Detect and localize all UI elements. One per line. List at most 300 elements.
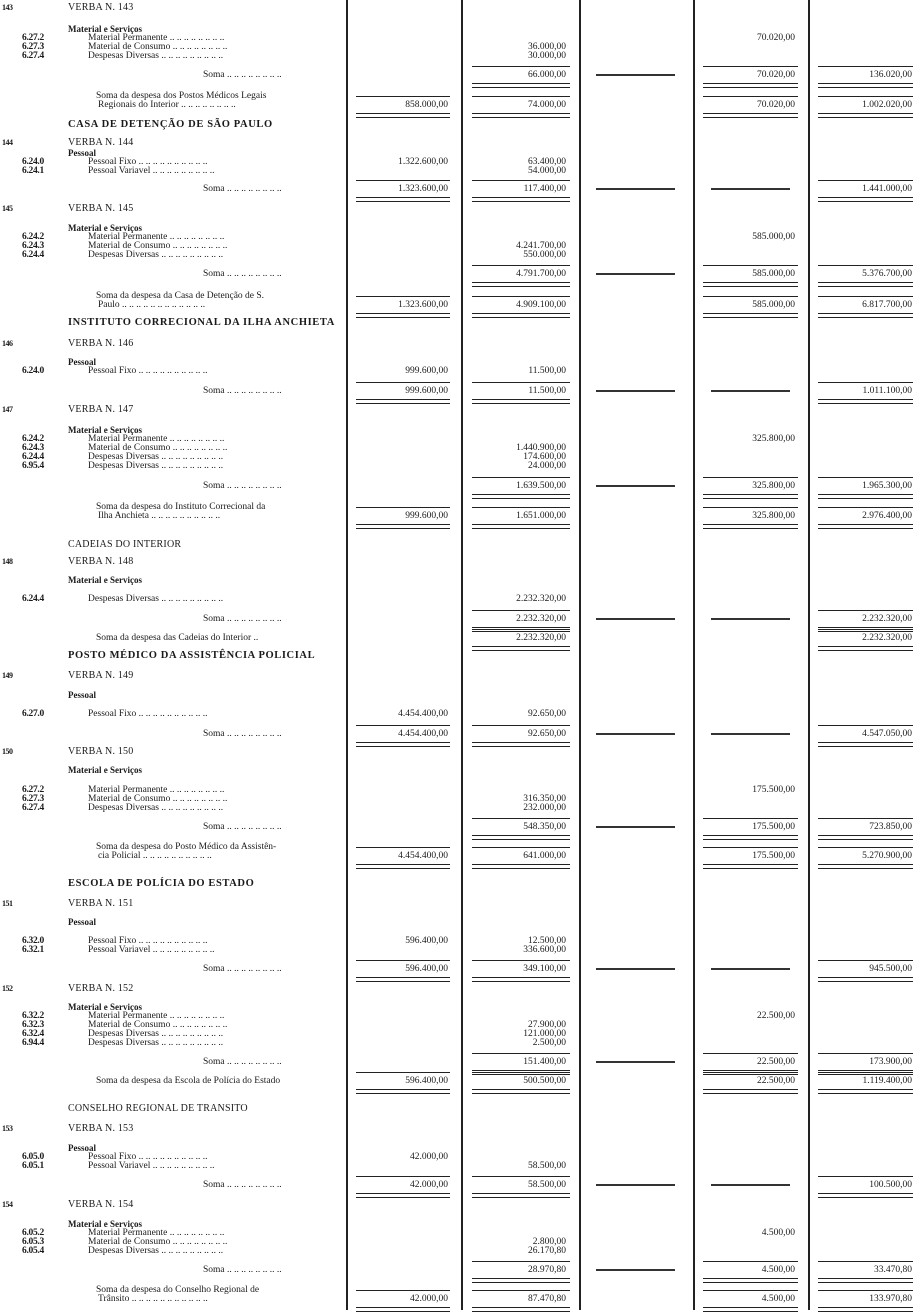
verba-number: 154 [2,1200,13,1209]
verba-heading: CONSELHO REGIONAL DE TRANSITO [68,1103,248,1114]
verba-number: 152 [2,984,13,993]
underline-rule [818,265,913,266]
table-row [0,1244,915,1258]
amount-col-4: 175.500,00 [752,851,795,861]
underline-rule [472,629,570,630]
verba-heading: VERBA N. 147 [68,404,134,415]
account-code: 6.27.2 [22,785,44,795]
double-rule [703,1089,798,1094]
subheading: Material e Serviços [68,223,142,233]
amount-col-2: 121.000,00 [523,1029,566,1039]
amount-col-1: 999.600,00 [405,366,448,376]
subheading: Pessoal [68,357,96,367]
table-row [0,202,915,216]
item-label: Material de Consumo .. .. .. .. .. .. .. .. [88,42,228,52]
double-rule [703,282,798,287]
amount-col-2: 1.651.000,00 [516,511,566,521]
amount-col-4: 4.500,00 [761,1294,795,1304]
account-code: 6.05.4 [22,1246,44,1256]
underline-rule [472,725,570,726]
subheading: Material e Serviços [68,765,142,775]
table-row [0,982,915,996]
amount-col-5: 100.500,00 [869,1180,912,1190]
soma-label: Soma .. .. .. .. .. .. .. .. [203,1265,282,1275]
verba-number: 146 [2,339,13,348]
subheading: Material e Serviços [68,1002,142,1012]
dash-mark [596,618,675,620]
verba-heading: VERBA N. 154 [68,1199,134,1210]
underline-rule [472,296,570,297]
amount-col-5: 1.002.020,00 [862,100,912,110]
total-label: Soma da despesa das Cadeias do Interior .. [96,633,259,643]
item-label-continued: Ilha Anchieta .. .. .. .. .. .. .. .. .. .. [98,511,221,521]
account-code: 6.24.1 [22,166,44,176]
item-label: Despesas Diversas .. .. .. .. .. .. .. .. .. [88,1246,224,1256]
underline-rule [356,1176,450,1177]
underline-rule [703,1261,798,1262]
underline-rule [703,96,798,97]
table-row [0,118,915,132]
table-row [0,164,915,178]
amount-col-2: 316.350,00 [523,794,566,804]
double-rule [818,864,913,869]
subheading: Pessoal [68,690,96,700]
table-row [0,763,915,777]
amount-col-2: 74.000,00 [528,100,566,110]
section-heading: POSTO MÉDICO DA ASSISTÊNCIA POLICIAL [68,650,316,661]
item-label: Pessoal Fixo .. .. .. .. .. .. .. .. .. .. [88,936,208,946]
amount-col-2: 2.232.320,00 [516,594,566,604]
amount-col-4: 70.020,00 [757,70,795,80]
amount-col-1: 4.454.400,00 [398,851,448,861]
account-code: 6.27.3 [22,42,44,52]
underline-rule [818,629,913,630]
amount-col-4: 325.800,00 [752,511,795,521]
account-code: 6.24.0 [22,366,44,376]
table-row [0,509,915,523]
section-heading: ESCOLA DE POLÍCIA DO ESTADO [68,878,255,889]
account-code: 6.24.2 [22,434,44,444]
underline-rule [356,1290,450,1291]
item-label: Material de Consumo .. .. .. .. .. .. .. .. [88,1237,228,1247]
item-label: Pessoal Fixo .. .. .. .. .. .. .. .. .. .. [88,709,208,719]
table-row [0,1,915,15]
amount-col-4: 22.500,00 [757,1076,795,1086]
underline-rule [472,847,570,848]
table-row [0,538,915,552]
item-label: Material Permanente .. .. .. .. .. .. .. .. [88,1011,225,1021]
table-row [0,1074,915,1088]
account-code: 6.05.0 [22,1152,44,1162]
amount-col-2: 4.909.100,00 [516,300,566,310]
item-label: Material Permanente .. .. .. .. .. .. .. .. [88,1228,225,1238]
dash-mark [596,390,675,392]
amount-col-5: 2.232.320,00 [862,614,912,624]
amount-col-5: 5.270.900,00 [862,851,912,861]
subheading: Material e Serviços [68,425,142,435]
amount-col-2: 349.100,00 [523,964,566,974]
table-row [0,1055,915,1069]
amount-col-1: 596.400,00 [405,964,448,974]
amount-col-1: 999.600,00 [405,511,448,521]
table-row [0,707,915,721]
amount-col-1: 42.000,00 [410,1294,448,1304]
amount-col-5: 5.376.700,00 [862,269,912,279]
amount-col-5: 1.011.100,00 [862,386,912,396]
account-code: 6.27.2 [22,33,44,43]
amount-col-4: 22.500,00 [757,1057,795,1067]
item-label: Pessoal Fixo .. .. .. .. .. .. .. .. .. .. [88,1152,208,1162]
item-label: Despesas Diversas .. .. .. .. .. .. .. .. .. [88,1038,224,1048]
amount-col-4: 585.000,00 [752,300,795,310]
dash-mark [596,733,675,735]
amount-col-2: 92.650,00 [528,709,566,719]
underline-rule [472,265,570,266]
amount-col-2: 28.970,80 [528,1265,566,1275]
amount-col-2: 4.791.700,00 [516,269,566,279]
double-rule [818,282,913,287]
double-rule [818,1089,913,1094]
underline-rule [818,725,913,726]
account-code: 6.27.4 [22,803,44,813]
table-row [0,592,915,606]
amount-col-2: 36.000,00 [528,42,566,52]
underline-rule [703,477,798,478]
account-code: 6.05.2 [22,1228,44,1238]
item-label: Pessoal Variavel .. .. .. .. .. .. .. .. .. [88,166,215,176]
soma-label: Soma .. .. .. .. .. .. .. .. [203,822,282,832]
amount-col-5: 173.900,00 [869,1057,912,1067]
underline-rule [703,1072,798,1073]
soma-label: Soma .. .. .. .. .. .. .. .. [203,1057,282,1067]
amount-col-5: 2.976.400,00 [862,511,912,521]
dash-mark [711,1184,790,1186]
soma-label: Soma .. .. .. .. .. .. .. .. [203,184,282,194]
subheading: Material e Serviços [68,575,142,585]
verba-number: 150 [2,747,13,756]
double-rule [472,83,570,88]
total-label: Soma da despesa do Instituto Correcional da [96,502,266,512]
table-row [0,801,915,815]
verba-heading: VERBA N. 149 [68,670,134,681]
underline-rule [472,1176,570,1177]
item-label: Pessoal Fixo .. .. .. .. .. .. .. .. .. .. [88,157,208,167]
account-code: 6.05.1 [22,1161,44,1171]
amount-col-2: 2.232.320,00 [516,614,566,624]
underline-rule [472,1053,570,1054]
amount-col-4: 175.500,00 [752,822,795,832]
amount-col-5: 1.441.000,00 [862,184,912,194]
dash-mark [596,273,675,275]
soma-label: Soma .. .. .. .. .. .. .. .. [203,269,282,279]
soma-label: Soma .. .. .. .. .. .. .. .. [203,964,282,974]
item-label: Despesas Diversas .. .. .. .. .. .. .. .. .. [88,452,224,462]
underline-rule [356,382,450,383]
underline-rule [818,960,913,961]
verba-number: 145 [2,204,13,213]
table-row [0,915,915,929]
item-label: Material Permanente .. .. .. .. .. .. .. .. [88,33,225,43]
table-row [0,403,915,417]
dash-mark [596,968,675,970]
amount-col-4: 4.500,00 [761,1265,795,1275]
amount-col-1: 42.000,00 [410,1180,448,1190]
subheading: Pessoal [68,917,96,927]
verba-heading: CADEIAS DO INTERIOR [68,539,182,550]
underline-rule [472,382,570,383]
verba-number: 151 [2,899,13,908]
verba-heading: VERBA N. 143 [68,2,134,13]
amount-col-2: 1.639.500,00 [516,481,566,491]
item-label: Material de Consumo .. .. .. .. .. .. .. .. [88,443,228,453]
amount-col-2: 66.000,00 [528,70,566,80]
amount-col-2: 1.440.900,00 [516,443,566,453]
double-rule [356,524,450,529]
account-code: 6.32.4 [22,1029,44,1039]
underline-rule [818,66,913,67]
double-rule [703,864,798,869]
item-label-continued: Paulo .. .. .. .. .. .. .. .. .. .. .. .. [98,300,206,310]
amount-col-2: 548.350,00 [523,822,566,832]
underline-rule [703,265,798,266]
table-row [0,669,915,683]
soma-label: Soma .. .. .. .. .. .. .. .. [203,1180,282,1190]
underline-rule [818,96,913,97]
account-code: 6.24.3 [22,241,44,251]
amount-col-4: 22.500,00 [757,1011,795,1021]
table-row [0,1036,915,1050]
amount-col-2: 2.800,00 [532,1237,566,1247]
amount-col-1: 1.323.600,00 [398,184,448,194]
amount-col-1: 999.600,00 [405,386,448,396]
underline-rule [818,1176,913,1177]
total-label: Soma da despesa dos Postos Médicos Legais [96,91,267,101]
table-row [0,1122,915,1136]
verba-number: 148 [2,557,13,566]
underline-rule [703,1290,798,1291]
underline-rule [472,66,570,67]
table-row [0,943,915,957]
item-label: Despesas Diversas .. .. .. .. .. .. .. .. .. [88,250,224,260]
amount-col-2: 87.470,80 [528,1294,566,1304]
item-label: Despesas Diversas .. .. .. .. .. .. .. .. .. [88,461,224,471]
table-row [0,1102,915,1116]
amount-col-2: 2.500,00 [532,1038,566,1048]
underline-rule [818,1053,913,1054]
amount-col-2: 117.400,00 [523,184,566,194]
verba-number: 149 [2,671,13,680]
section-heading: CASA DE DETENÇÃO DE SÃO PAULO [68,119,273,130]
verba-heading: VERBA N. 152 [68,983,134,994]
amount-col-5: 133.970,80 [869,1294,912,1304]
account-code: 6.32.2 [22,1011,44,1021]
amount-col-1: 596.400,00 [405,1076,448,1086]
subheading: Pessoal [68,1143,96,1153]
soma-label: Soma .. .. .. .. .. .. .. .. [203,614,282,624]
underline-rule [818,382,913,383]
table-row [0,479,915,493]
account-code: 6.95.4 [22,461,44,471]
table-row [0,49,915,63]
item-label: Pessoal Variavel .. .. .. .. .. .. .. .. .. [88,945,215,955]
amount-col-2: 11.500,00 [528,386,566,396]
amount-col-2: 63.400,00 [528,157,566,167]
underline-rule [818,1290,913,1291]
amount-col-5: 4.547.050,00 [862,729,912,739]
amount-col-1: 42.000,00 [410,1152,448,1162]
table-row [0,688,915,702]
account-code: 6.24.3 [22,443,44,453]
amount-col-2: 2.232.320,00 [516,633,566,643]
dash-mark [596,74,675,76]
amount-col-4: 585.000,00 [752,269,795,279]
table-row [0,248,915,262]
underline-rule [818,1261,913,1262]
amount-col-1: 858.000,00 [405,100,448,110]
subheading: Material e Serviços [68,1219,142,1229]
verba-heading: VERBA N. 153 [68,1123,134,1134]
amount-col-2: 54.000,00 [528,166,566,176]
table-row [0,745,915,759]
underline-rule [472,180,570,181]
amount-col-2: 58.500,00 [528,1161,566,1171]
account-code: 6.32.0 [22,936,44,946]
double-rule [356,864,450,869]
account-code: 6.24.4 [22,250,44,260]
underline-rule [472,610,570,611]
underline-rule [356,725,450,726]
dash-mark [711,618,790,620]
account-code: 6.24.4 [22,452,44,462]
verba-heading: VERBA N. 144 [68,137,134,148]
total-label: Soma da despesa da Casa de Detenção de S. [96,291,265,301]
amount-col-5: 723.850,00 [869,822,912,832]
underline-rule [818,180,913,181]
total-label: Soma da despesa do Posto Médico da Assistên- [96,842,277,852]
item-label-continued: cia Policial .. .. .. .. .. .. .. .. .. .. [98,851,212,861]
amount-col-1: 4.454.400,00 [398,709,448,719]
item-label-continued: Regionais do Interior .. .. .. .. .. .. .. .. [98,100,236,110]
underline-rule [703,818,798,819]
underline-rule [818,1072,913,1073]
amount-col-2: 30.000,00 [528,51,566,61]
amount-col-5: 1.119.400,00 [862,1076,912,1086]
double-rule [703,494,798,499]
item-label: Material Permanente .. .. .. .. .. .. .. .. [88,434,225,444]
underline-rule [703,66,798,67]
item-label: Material Permanente .. .. .. .. .. .. .. .. [88,232,225,242]
item-label: Despesas Diversas .. .. .. .. .. .. .. .. .. [88,1029,224,1039]
dash-mark [596,826,675,828]
amount-col-2: 550.000,00 [523,250,566,260]
amount-col-2: 11.500,00 [528,366,566,376]
verba-heading: VERBA N. 151 [68,898,134,909]
underline-rule [472,1072,570,1073]
underline-rule [818,818,913,819]
item-label: Material de Consumo .. .. .. .. .. .. .. .. [88,241,228,251]
amount-col-2: 26.170,80 [528,1246,566,1256]
item-label: Pessoal Fixo .. .. .. .. .. .. .. .. .. .. [88,366,208,376]
amount-col-2: 92.650,00 [528,729,566,739]
double-rule [818,524,913,529]
account-code: 6.24.2 [22,232,44,242]
account-code: 6.24.0 [22,157,44,167]
underline-rule [472,507,570,508]
underline-rule [818,296,913,297]
underline-rule [703,847,798,848]
table-row [0,459,915,473]
amount-col-4: 70.020,00 [757,33,795,43]
underline-rule [472,960,570,961]
double-rule [818,494,913,499]
amount-col-2: 232.000,00 [523,803,566,813]
account-code: 6.27.0 [22,709,44,719]
table-row [0,897,915,911]
dash-mark [596,1184,675,1186]
amount-col-5: 33.470,80 [874,1265,912,1275]
dash-mark [596,188,675,190]
account-code: 6.32.3 [22,1020,44,1030]
amount-col-4: 325.800,00 [752,434,795,444]
table-row [0,316,915,330]
table-row [0,877,915,891]
underline-rule [356,507,450,508]
underline-rule [356,180,450,181]
underline-rule [356,296,450,297]
amount-col-2: 27.900,00 [528,1020,566,1030]
underline-rule [356,96,450,97]
table-row [0,1263,915,1277]
amount-col-4: 325.800,00 [752,481,795,491]
table-row [0,649,915,663]
subheading: Pessoal [68,148,96,158]
table-row [0,820,915,834]
amount-col-2: 4.241.700,00 [516,241,566,251]
underline-rule [472,1290,570,1291]
account-code: 6.05.3 [22,1237,44,1247]
double-rule [818,83,913,88]
dash-mark [596,1061,675,1063]
item-label: Pessoal Variavel .. .. .. .. .. .. .. .. .. [88,1161,215,1171]
underline-rule [356,1072,450,1073]
amount-col-5: 136.020,00 [869,70,912,80]
underline-rule [818,610,913,611]
item-label: Despesas Diversas .. .. .. .. .. .. .. .. .. [88,803,224,813]
verba-number: 147 [2,405,13,414]
table-row [0,298,915,312]
total-label: Soma da despesa da Escola de Polícia do Estado [96,1076,281,1086]
amount-col-4: 4.500,00 [761,1228,795,1238]
table-row [0,555,915,569]
amount-col-2: 24.000,00 [528,461,566,471]
account-code: 6.94.4 [22,1038,44,1048]
subheading: Material e Serviços [68,24,142,34]
amount-col-1: 1.323.600,00 [398,300,448,310]
amount-col-5: 945.500,00 [869,964,912,974]
underline-rule [818,507,913,508]
account-code: 6.32.1 [22,945,44,955]
total-label: Soma da despesa do Conselho Regional de [96,1285,260,1295]
table-row [0,267,915,281]
dash-mark [711,968,790,970]
item-label: Material de Consumo .. .. .. .. .. .. .. .. [88,794,228,804]
verba-number: 143 [2,3,13,12]
table-row [0,1159,915,1173]
double-rule [472,524,570,529]
double-rule [472,864,570,869]
underline-rule [703,1053,798,1054]
item-label: Despesas Diversas .. .. .. .. .. .. .. .. .. [88,51,224,61]
